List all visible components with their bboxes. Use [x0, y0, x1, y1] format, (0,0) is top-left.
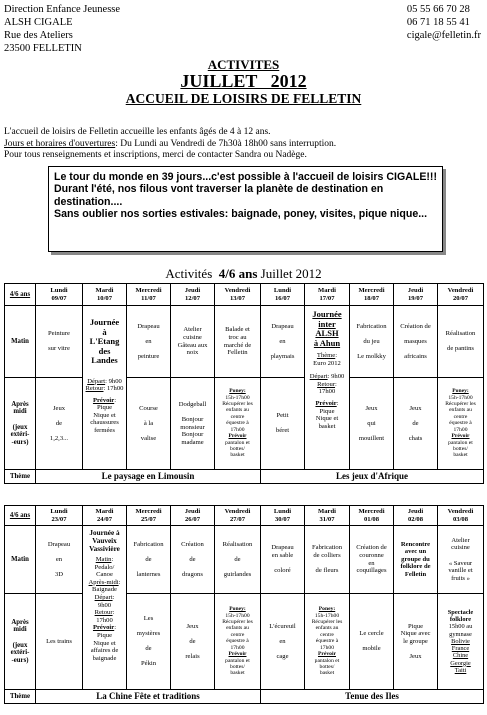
phone-1: 05 55 66 70 28 — [406, 4, 470, 15]
activity-cell: Fabrication de lanternes — [127, 526, 171, 594]
intro-line-2 — [4, 139, 336, 151]
day-header: Mardi 24/07 — [83, 506, 127, 526]
email: cigale@felletin.fr — [406, 30, 481, 41]
activity-cell: Création de masques africains — [394, 306, 438, 378]
day-header: Lundi 16/07 — [261, 284, 305, 306]
activity-cell: Dodgeball Bonjour monsieur Bonjour madame — [171, 378, 215, 470]
table-row — [5, 594, 484, 690]
day-header: Mardi 10/07 — [83, 284, 127, 306]
schedule-table-week-1 — [4, 283, 484, 484]
theme-cell: Tenue des Iles — [261, 690, 484, 704]
activity-cell: Jeux de relais — [171, 594, 215, 690]
activity-cell: Drapeau en peinture — [127, 306, 171, 378]
day-header: Mercredi 25/07 — [127, 506, 171, 526]
day-header: Lundi 09/07 — [36, 284, 83, 306]
day-header: Jeudi 12/07 — [171, 284, 215, 306]
activity-cell: Rencontre avec un groupe du folklore de Felletin — [394, 526, 438, 594]
poney-cell: Poney: 15h-17h00 Récupérer les enfants au centre équestre à 17h00 Prévoir pantalon et bottes/ basket — [305, 594, 350, 690]
day-header: Mercredi 18/07 — [350, 284, 394, 306]
table-row — [5, 506, 484, 526]
activity-cell: Le cercle mobile — [350, 594, 394, 690]
day-header: Jeudi 26/07 — [171, 506, 215, 526]
day-header: Mercredi 11/07 — [127, 284, 171, 306]
activity-cell: Jeux qui mouillent — [350, 378, 394, 470]
day-header: Vendredi 20/07 — [438, 284, 484, 306]
day-header: Jeudi 02/08 — [394, 506, 438, 526]
activity-cell: Réalisation de guirlandes — [215, 526, 261, 594]
title-activites: ACTIVITES — [207, 57, 280, 72]
table-row — [5, 284, 484, 306]
table-row — [5, 378, 484, 470]
outing-cell: Journée à Vauveix Vassivière Matin: Pedalo/ Canoe Après-midi: Baignade Départ: 9h00 Retour: 17h00 Prévoir: Pique Nique et affaires de baignade — [83, 526, 127, 690]
intro-line-1: L'accueil de loisirs de Felletin accueille les enfants âgés de 4 à 12 ans. — [4, 127, 271, 137]
theme-cell: Le paysage en Limousin — [36, 470, 261, 484]
day-header: Lundi 30/07 — [261, 506, 305, 526]
poney-cell: Poney: 15h-17h00 Récupérer les enfants au centre équestre à 17h00 Prévoir pantalon et bottes/ basket — [438, 378, 484, 470]
org-line: Rue des Ateliers — [4, 30, 73, 41]
activity-cell: Drapeau en 3D — [36, 526, 83, 594]
activity-cell: Les trains — [36, 594, 83, 690]
title-month: JUILLET 2012 — [180, 71, 307, 91]
activity-cell: Les mystères de Pékin — [127, 594, 171, 690]
activity-cell: Jeux de 1,2,3... — [36, 378, 83, 470]
title-accueil: ACCUEIL DE LOISIRS DE FELLETIN — [125, 91, 362, 106]
outing-cell: Journée inter ALSH à Ahun Thème: Euro 2012 Départ: 9h00 Retour: 17h00 Prévoir: Pique Nique et basket — [305, 306, 350, 470]
table-title: Activités 4/6 ans Juillet 2012 — [165, 266, 322, 281]
callout-box: Le tour du monde en 39 jours...c'est possible à l'accueil de loisirs CIGALE!!! Durant l'été, nos filous vont traverser la planète de destination en destination.... Sans oublier nos sorties estivales: baignade, poney, visites, pique nique... — [48, 166, 443, 252]
activity-cell: Réalisation de pantins — [438, 306, 484, 378]
activity-cell: Création de dragons — [171, 526, 215, 594]
activity-cell: Peinture sur vitre — [36, 306, 83, 378]
activity-cell: Atelier cuisine « Saveur vanille et fruits » — [438, 526, 484, 594]
day-header: Vendredi 13/07 — [215, 284, 261, 306]
activity-cell: Fabrication du jeu Le molkky — [350, 306, 394, 378]
organization-address — [4, 3, 120, 55]
age-group: 4/6 ans — [5, 284, 36, 306]
activity-cell: Course à la valise — [127, 378, 171, 470]
activity-cell: Création de couronne en coquillages — [350, 526, 394, 594]
theme-label: Thème — [5, 470, 36, 484]
document-titles — [0, 58, 487, 106]
day-header: Mardi 31/07 — [305, 506, 350, 526]
intro-text — [4, 127, 336, 162]
table-row — [5, 306, 484, 378]
phone-2: 06 71 18 55 41 — [406, 17, 470, 28]
theme-cell: Les jeux d'Afrique — [261, 470, 484, 484]
table-row — [5, 470, 484, 484]
activity-cell: Pique Nique avec le groupe Jeux — [394, 594, 438, 690]
spectacle-cell: Spectacle folklore 15h00 au gymnase Bolivie France Chine Georgie Taiti — [438, 594, 484, 690]
activity-cell: L'écureuil en cage — [261, 594, 305, 690]
theme-cell: La Chine Fête et traditions — [36, 690, 261, 704]
matin-label: Matin — [5, 306, 36, 378]
intro-line-3: Pour tous renseignements et inscriptions, merci de contacter Sandra ou Nadège. — [4, 150, 307, 160]
theme-label: Thème — [5, 690, 36, 704]
day-header: Lundi 23/07 — [36, 506, 83, 526]
poney-cell: Poney: 15h-17h00 Récupérer les enfants au centre équestre à 17h00 Prévoir pantalon et bottes/ basket — [215, 378, 261, 470]
activity-cell: Drapeau en playmais — [261, 306, 305, 378]
org-line: 23500 FELLETIN — [4, 43, 82, 54]
apm-label: Après midi (jeux extéri- -eurs) — [5, 594, 36, 690]
age-group: 4/6 ans — [5, 506, 36, 526]
activity-cell: Petit béret — [261, 378, 305, 470]
schedule-table-week-2 — [4, 505, 484, 704]
contact-info — [407, 3, 481, 42]
matin-label: Matin — [5, 526, 36, 594]
org-line: Direction Enfance Jeunesse — [4, 4, 121, 15]
outing-cell: Journée à L'Etang des Landes Départ: 9h00 Retour: 17h00 Prévoir: Pique Nique et chaussures fermées — [83, 306, 127, 470]
day-header: Mardi 17/07 — [305, 284, 350, 306]
day-header: Mercredi 01/08 — [350, 506, 394, 526]
day-header: Vendredi 27/07 — [215, 506, 261, 526]
apm-label: Après midi (jeux extéri- -eurs) — [5, 378, 36, 470]
activity-cell: Drapeau en sable coloré — [261, 526, 305, 594]
table-row — [5, 526, 484, 594]
activity-cell: Atelier cuisine Gâteau aux noix — [171, 306, 215, 378]
org-line: ALSH CIGALE — [4, 17, 73, 28]
poney-cell: Poney: 15h-17h00 Récupérer les enfants au centre équestre à 17h00 Prévoir pantalon et bottes/ basket — [215, 594, 261, 690]
day-header: Jeudi 19/07 — [394, 284, 438, 306]
activity-cell: Balade et troc au marché de Felletin — [215, 306, 261, 378]
table-row — [5, 690, 484, 704]
hours-label: Jours et horaires d'ouvertures — [4, 138, 116, 149]
day-header: Vendredi 03/08 — [438, 506, 484, 526]
activity-cell: Fabrication de colliers de fleurs — [305, 526, 350, 594]
activity-cell: Jeux de chats — [394, 378, 438, 470]
hours-text: : Du Lundi au Vendredi de 7h30à 18h00 sans interruption. — [115, 138, 337, 149]
